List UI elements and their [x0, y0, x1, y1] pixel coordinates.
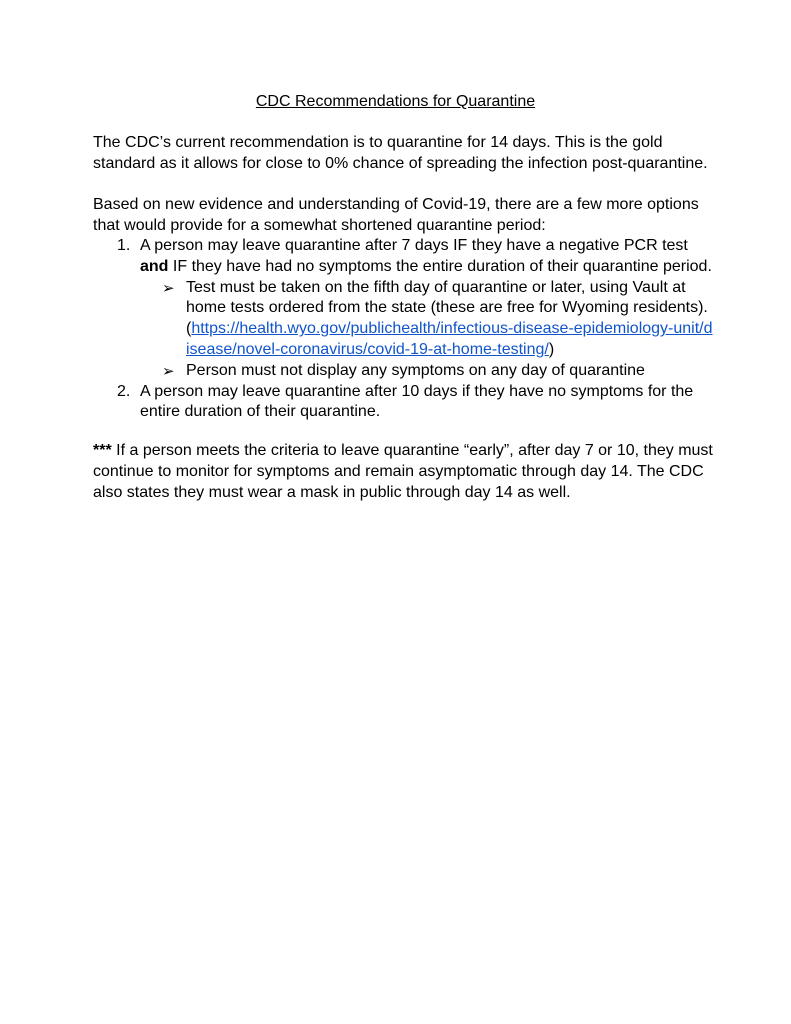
- sub-list-item: [140, 361, 713, 382]
- list-item-text: A person may leave quarantine after 10 days if they have no symptoms for the entire duration of their quarantine.: [140, 382, 694, 421]
- arrow-bullet-icon: ➢: [162, 278, 175, 297]
- testing-link-line2: isease/novel-coronavirus/covid-19-at-home-testing/: [186, 340, 549, 358]
- sub-list-item: [140, 278, 713, 361]
- asterisks: ***: [93, 442, 112, 459]
- sub-list: [140, 278, 713, 382]
- sub-list-item-text: Person must not display any symptoms on any day of quarantine: [186, 361, 645, 379]
- list-item: [93, 236, 713, 382]
- sub-list-item-text: Test must be taken on the fifth day of quarantine or later, using Vault at home tests ordered from the state (these are free for Wyoming residents).: [186, 278, 708, 317]
- intro-paragraph: The CDC’s current recommendation is to quarantine for 14 days. This is the gold standard as it allows for close to 0% chance of spreading the infection post-quarantine.: [93, 134, 708, 172]
- list-item-number: 2.: [117, 382, 131, 400]
- list-item-text: A person may leave quarantine after 7 days IF they have a negative PCR test: [140, 237, 688, 254]
- closing-paragraph: [93, 441, 713, 503]
- link-close-paren: ): [548, 340, 555, 358]
- document-title: CDC Recommendations for Quarantine: [255, 93, 536, 110]
- list-item: [93, 382, 713, 424]
- list-item-text-continued: IF they have had no symptoms the entire duration of their quarantine period.: [168, 257, 712, 275]
- list-item-number: 1.: [117, 237, 131, 254]
- list-item-bold-text: and: [140, 257, 169, 275]
- arrow-bullet-icon: ➢: [162, 361, 175, 380]
- options-list: [93, 236, 713, 423]
- testing-link[interactable]: [186, 320, 713, 358]
- testing-link-line1: https://health.wyo.gov/publichealth/infectious-disease-epidemiology-unit/d: [191, 320, 713, 338]
- link-open-paren: (: [186, 320, 192, 338]
- closing-paragraph-text: If a person meets the criteria to leave quarantine “early”, after day 7 or 10, they must continue to monitor for symptoms and remain asymptomatic through day 14. The CDC also states they must wear a mask in public through day 14 as well.: [93, 442, 713, 501]
- options-paragraph: Based on new evidence and understanding of Covid-19, there are a few more options that would provide for a somewhat shortened quarantine period:: [93, 196, 699, 234]
